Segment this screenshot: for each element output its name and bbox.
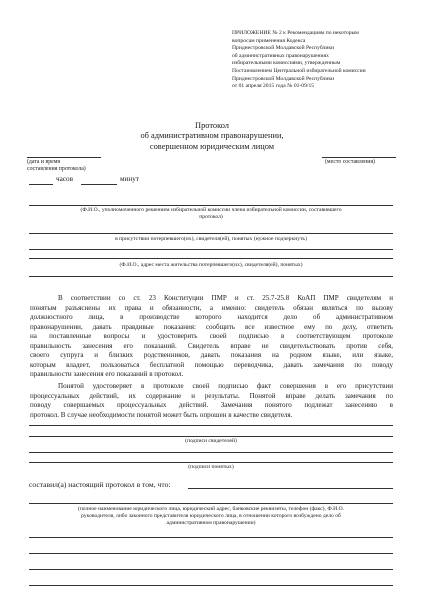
- presence-line[interactable]: [29, 233, 393, 234]
- address-caption: (Ф.И.О., адрес места жительства потерпевшего(их), свидетеля(ей), понятых): [119, 262, 303, 268]
- rights-line: на поставленные вопросы и удостоверить своей подписью в соответствующем протоколе: [30, 332, 393, 341]
- attesting-line: протокол. В случае необходимости понятой может быть опрошен в качестве свидетеля.: [30, 410, 293, 419]
- title-line: совершенном юридическим лицом: [149, 141, 275, 151]
- composed-text: составил(а) настоящий протокол в том, что:: [29, 480, 171, 489]
- rights-line: правонарушении, давать правдивые показания: сообщить все известное ему по делу, ответить: [30, 322, 393, 331]
- attesting-line: процессуальных действий, их содержание и результаты. Понятой вправе делать замечания по: [30, 391, 393, 400]
- legal-entity-line[interactable]: [29, 585, 393, 586]
- official-caption-line: протокол): [199, 214, 223, 220]
- attesting-line: Понятой удостоверяет в протоколе своей подписью факт совершения в его присутствии: [58, 382, 393, 390]
- rights-line: своего супруга и близких родственников, давать показания на родном языке, или языке,: [30, 351, 393, 360]
- appendix-line: избирательными комиссиями, утвержденным: [232, 60, 341, 67]
- legal-entity-caption: [29, 506, 393, 527]
- rights-paragraph: [30, 294, 393, 380]
- document-title: [0, 121, 424, 152]
- witness-signature-line[interactable]: [29, 425, 393, 426]
- official-caption-line: (Ф.И.О., уполномоченного решением избирательной комиссии члена избирательной комиссии, составившего: [80, 207, 342, 213]
- appendix-note: [232, 30, 422, 91]
- attesting-signature-line[interactable]: [29, 452, 393, 453]
- rights-line: которым владеет, пользоваться бесплатной помощью переводчика, давать замечания по поводу: [30, 360, 393, 369]
- appendix-line: Постановлением Центральной избирательной комиссии: [232, 67, 366, 74]
- composed-line[interactable]: [188, 488, 393, 489]
- attesting-signatures-caption: (подписи понятых): [188, 464, 234, 470]
- legal-entity-line[interactable]: [29, 553, 393, 554]
- legal-entity-caption-line: (полное наименование юридического лица, юридический адрес, банковские реквизиты, телефон (факс), Ф.И.О.: [77, 506, 345, 512]
- legal-entity-caption-line: руководителя, либо законного представителя юридического лица, в отношении которого возбуждено дело об: [81, 513, 341, 519]
- rights-line: должностного лица, в производстве которого находится дело об административном: [30, 313, 393, 322]
- address-line[interactable]: [29, 258, 393, 259]
- appendix-line: вопросам применения Кодекса: [232, 37, 306, 44]
- address-line[interactable]: [29, 249, 393, 250]
- witness-signatures-caption: (подписи свидетелей): [185, 438, 237, 444]
- minutes-field[interactable]: [81, 184, 117, 185]
- rights-line: понятым разъяснены их права и обязанности, а именно: свидетель обязан являться по вызову: [30, 303, 393, 312]
- date-line[interactable]: [27, 157, 101, 158]
- rights-line: правильности занесения его показаний в протокол.: [30, 370, 184, 379]
- legal-entity-line[interactable]: [29, 537, 393, 538]
- title-line: об административном правонарушении,: [140, 131, 284, 141]
- attesting-signature-line[interactable]: [29, 462, 393, 463]
- minutes-label: минут: [120, 175, 139, 183]
- rights-line: В соответствии со ст. 23 Конституции ПМР и ст. 25.7-25.8 КоАП ПМР свидетелям и: [58, 294, 393, 302]
- hours-field[interactable]: [29, 184, 53, 185]
- hours-label: часов: [56, 175, 73, 183]
- rights-line: правильность занесения его показаний. Свидетель вправе не свидетельствовать против себя,: [30, 341, 393, 350]
- legal-entity-line[interactable]: [29, 503, 393, 504]
- attesting-paragraph: [30, 382, 393, 420]
- attesting-line: поводу совершаемых процессуальных действий. Замечания понятого подлежат занесению в: [30, 401, 393, 410]
- official-line[interactable]: [29, 205, 393, 206]
- official-caption: [29, 207, 393, 221]
- witness-signature-line[interactable]: [29, 436, 393, 437]
- address-line[interactable]: [29, 276, 393, 277]
- appendix-line: от 01 апреля 2015 года № 01-09/15: [232, 83, 315, 90]
- legal-entity-line[interactable]: [29, 569, 393, 570]
- appendix-line: ПРИЛОЖЕНИЕ № 2 к Рекомендациям по некоторым: [232, 30, 359, 36]
- appendix-line: об административных правонарушениях: [232, 52, 329, 59]
- date-caption: [27, 159, 86, 173]
- date-caption-line: составления протокола): [27, 166, 86, 173]
- appendix-line: Приднестровской Молдавской Республики: [232, 45, 335, 52]
- title-line: Протокол: [195, 121, 229, 130]
- place-caption: (место составления): [325, 159, 375, 165]
- appendix-line: Приднестровской Молдавской Республики: [232, 75, 335, 82]
- place-line[interactable]: [322, 157, 396, 158]
- legal-entity-caption-line: административном правонарушении): [166, 520, 256, 526]
- date-caption-line: (дата и время: [27, 159, 61, 165]
- presence-caption: в присутствии потерпевшего(их), свидетеля(ей), понятых (нужное подчеркнуть): [115, 236, 307, 242]
